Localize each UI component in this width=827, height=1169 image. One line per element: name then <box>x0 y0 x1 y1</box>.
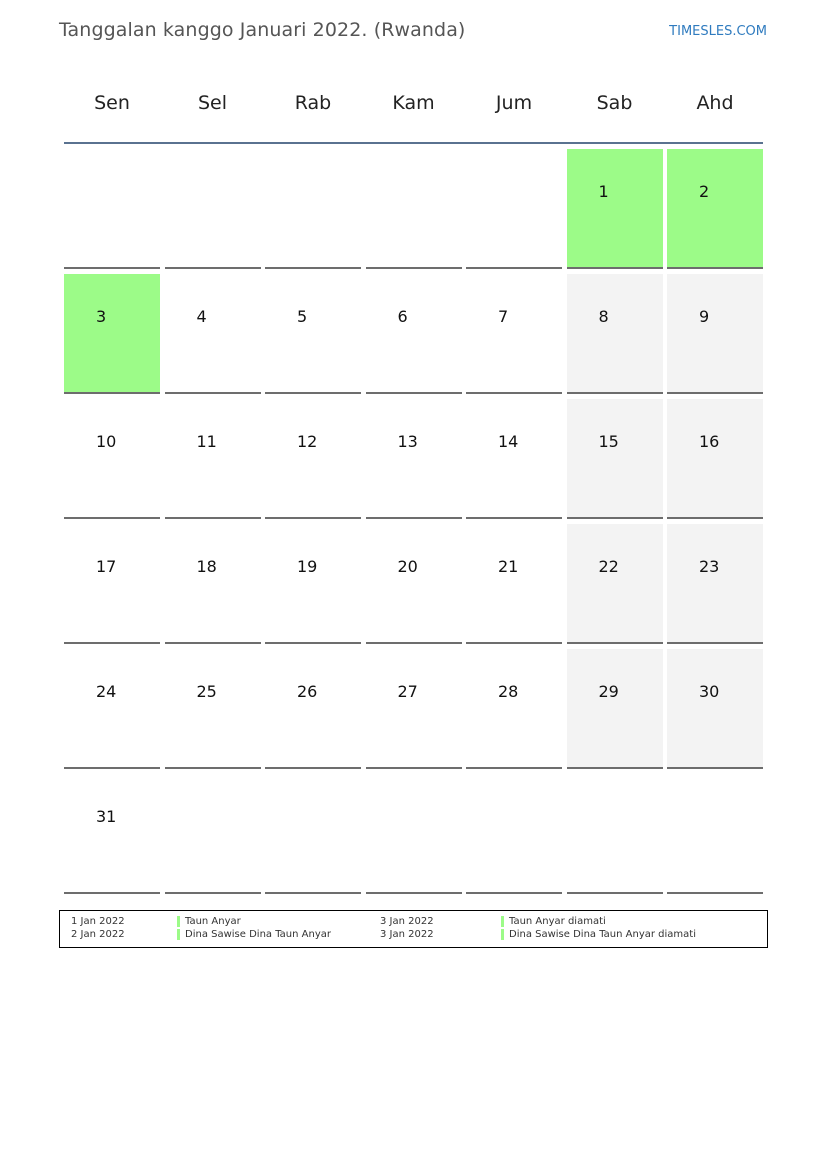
day-number: 10 <box>96 432 117 451</box>
day-number: 19 <box>297 557 318 576</box>
header-divider <box>64 142 763 144</box>
weekday-thu: Kam <box>392 92 435 114</box>
day-cell-22[interactable] <box>567 524 663 644</box>
day-number: 31 <box>96 807 117 826</box>
day-cell-23[interactable] <box>667 524 763 644</box>
day-number: 23 <box>699 557 720 576</box>
weekday-mon: Sen <box>94 92 130 114</box>
day-cell-10[interactable] <box>64 399 160 519</box>
day-number: 7 <box>498 307 509 326</box>
day-cell-8[interactable] <box>567 274 663 394</box>
day-cell-empty <box>567 774 663 894</box>
day-cell-empty <box>466 774 562 894</box>
day-number: 1 <box>598 182 609 201</box>
day-cell-28[interactable] <box>466 649 562 769</box>
weekday-header <box>64 92 763 116</box>
day-cell-6[interactable] <box>366 274 462 394</box>
day-cell-29[interactable] <box>567 649 663 769</box>
weekday-fri: Jum <box>495 92 533 114</box>
day-cell-empty <box>366 149 462 269</box>
day-cell-empty <box>466 149 562 269</box>
day-cell-empty <box>667 774 763 894</box>
day-cell-31[interactable] <box>64 774 160 894</box>
weekday-sat: Sab <box>596 92 633 114</box>
day-cell-empty <box>265 149 361 269</box>
day-cell-14[interactable] <box>466 399 562 519</box>
day-number: 24 <box>96 682 117 701</box>
day-cell-9[interactable] <box>667 274 763 394</box>
day-number: 17 <box>96 557 117 576</box>
legend-date: 3 Jan 2022 <box>380 929 434 940</box>
day-cell-30[interactable] <box>667 649 763 769</box>
day-number: 16 <box>699 432 720 451</box>
day-cell-empty <box>265 774 361 894</box>
day-cell-17[interactable] <box>64 524 160 644</box>
day-number: 4 <box>196 307 207 326</box>
day-cell-empty <box>165 774 261 894</box>
legend-color-swatch <box>501 916 504 927</box>
day-cell-25[interactable] <box>165 649 261 769</box>
legend-holiday-name: Taun Anyar diamati <box>509 916 606 927</box>
day-number: 30 <box>699 682 720 701</box>
day-cell-15[interactable] <box>567 399 663 519</box>
day-number: 29 <box>598 682 619 701</box>
day-cell-3[interactable] <box>64 274 160 394</box>
legend-date: 2 Jan 2022 <box>71 929 125 940</box>
day-number: 3 <box>96 307 107 326</box>
day-cell-18[interactable] <box>165 524 261 644</box>
day-cell-5[interactable] <box>265 274 361 394</box>
legend-holiday-name: Taun Anyar <box>185 916 241 927</box>
day-number: 2 <box>699 182 710 201</box>
legend-holiday-name: Dina Sawise Dina Taun Anyar <box>185 929 331 940</box>
page-title: Tanggalan kanggo Januari 2022. (Rwanda) <box>59 19 466 41</box>
day-cell-4[interactable] <box>165 274 261 394</box>
day-cell-20[interactable] <box>366 524 462 644</box>
weekday-tue: Sel <box>197 92 228 114</box>
day-number: 15 <box>598 432 619 451</box>
day-number: 28 <box>498 682 519 701</box>
day-cell-13[interactable] <box>366 399 462 519</box>
day-number: 21 <box>498 557 519 576</box>
day-number: 27 <box>397 682 418 701</box>
day-number: 6 <box>397 307 408 326</box>
day-cell-empty <box>165 149 261 269</box>
day-cell-24[interactable] <box>64 649 160 769</box>
day-cell-2[interactable] <box>667 149 763 269</box>
day-number: 13 <box>397 432 418 451</box>
legend-color-swatch <box>177 929 180 940</box>
legend-color-swatch <box>177 916 180 927</box>
day-number: 25 <box>196 682 217 701</box>
day-number: 26 <box>297 682 318 701</box>
day-number: 18 <box>196 557 217 576</box>
day-cell-empty <box>366 774 462 894</box>
brand-link[interactable]: TIMESLES.COM <box>669 24 767 39</box>
legend-color-swatch <box>501 929 504 940</box>
day-cell-19[interactable] <box>265 524 361 644</box>
day-cell-16[interactable] <box>667 399 763 519</box>
day-cell-26[interactable] <box>265 649 361 769</box>
day-cell-21[interactable] <box>466 524 562 644</box>
day-number: 12 <box>297 432 318 451</box>
holiday-legend <box>59 910 768 948</box>
weekday-wed: Rab <box>294 92 332 114</box>
legend-date: 3 Jan 2022 <box>380 916 434 927</box>
day-number: 22 <box>598 557 619 576</box>
day-cell-7[interactable] <box>466 274 562 394</box>
weekday-sun: Ahd <box>696 92 734 114</box>
day-number: 20 <box>397 557 418 576</box>
legend-holiday-name: Dina Sawise Dina Taun Anyar diamati <box>509 929 696 940</box>
day-number: 11 <box>196 432 217 451</box>
day-cell-1[interactable] <box>567 149 663 269</box>
day-cell-11[interactable] <box>165 399 261 519</box>
day-cell-empty <box>64 149 160 269</box>
day-cell-27[interactable] <box>366 649 462 769</box>
legend-date: 1 Jan 2022 <box>71 916 125 927</box>
day-number: 5 <box>297 307 308 326</box>
day-number: 8 <box>598 307 609 326</box>
day-cell-12[interactable] <box>265 399 361 519</box>
day-number: 9 <box>699 307 710 326</box>
day-number: 14 <box>498 432 519 451</box>
